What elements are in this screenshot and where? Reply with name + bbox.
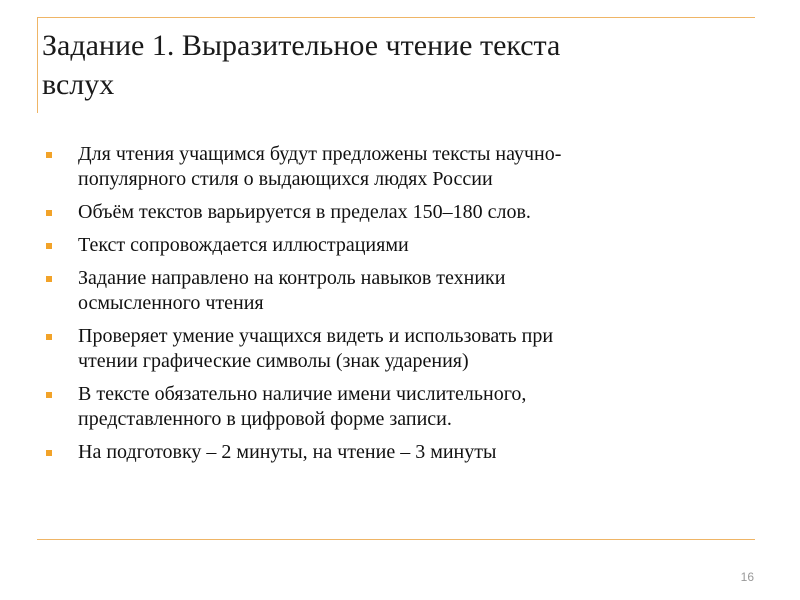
bullet-text-line: В тексте обязательно наличие имени числительного,	[78, 383, 527, 405]
bullet-text-line: На подготовку – 2 минуты, на чтение – 3 минуты	[78, 441, 497, 463]
bullet-text-line: осмысленного чтения	[78, 292, 264, 314]
bullet-item	[42, 324, 742, 374]
bullet-item	[42, 382, 742, 432]
frame-top-line	[37, 17, 755, 18]
bullet-item	[42, 142, 742, 192]
bullet-text-line: популярного стиля о выдающихся людях России	[78, 168, 493, 190]
bullet-item	[42, 266, 742, 316]
bullet-item	[42, 440, 742, 465]
square-bullet-icon	[46, 334, 52, 340]
bullet-text-line: Объём текстов варьируется в пределах 150–180 слов.	[78, 201, 531, 223]
frame-bottom-line	[37, 539, 755, 540]
square-bullet-icon	[46, 276, 52, 282]
square-bullet-icon	[46, 450, 52, 456]
square-bullet-icon	[46, 243, 52, 249]
bullet-list	[42, 142, 742, 473]
bullet-text-line: Проверяет умение учащихся видеть и использовать при	[78, 325, 554, 347]
bullet-text-line: чтении графические символы (знак ударения)	[78, 350, 469, 372]
bullet-text-line: представленного в цифровой форме записи.	[78, 408, 452, 430]
slide-title-line: Задание 1. Выразительное чтение текста	[42, 29, 561, 62]
bullet-text-line: Для чтения учащимся будут предложены тексты научно-	[78, 143, 562, 165]
bullet-item	[42, 233, 742, 258]
slide-title	[42, 26, 742, 104]
frame-left-line	[37, 17, 38, 113]
slide-title-line: вслух	[42, 68, 115, 101]
square-bullet-icon	[46, 210, 52, 216]
page-number: 16	[740, 570, 754, 584]
bullet-text-line: Текст сопровождается иллюстрациями	[78, 234, 409, 256]
bullet-text-line: Задание направлено на контроль навыков техники	[78, 267, 506, 289]
square-bullet-icon	[46, 392, 52, 398]
bullet-item	[42, 200, 742, 225]
square-bullet-icon	[46, 152, 52, 158]
